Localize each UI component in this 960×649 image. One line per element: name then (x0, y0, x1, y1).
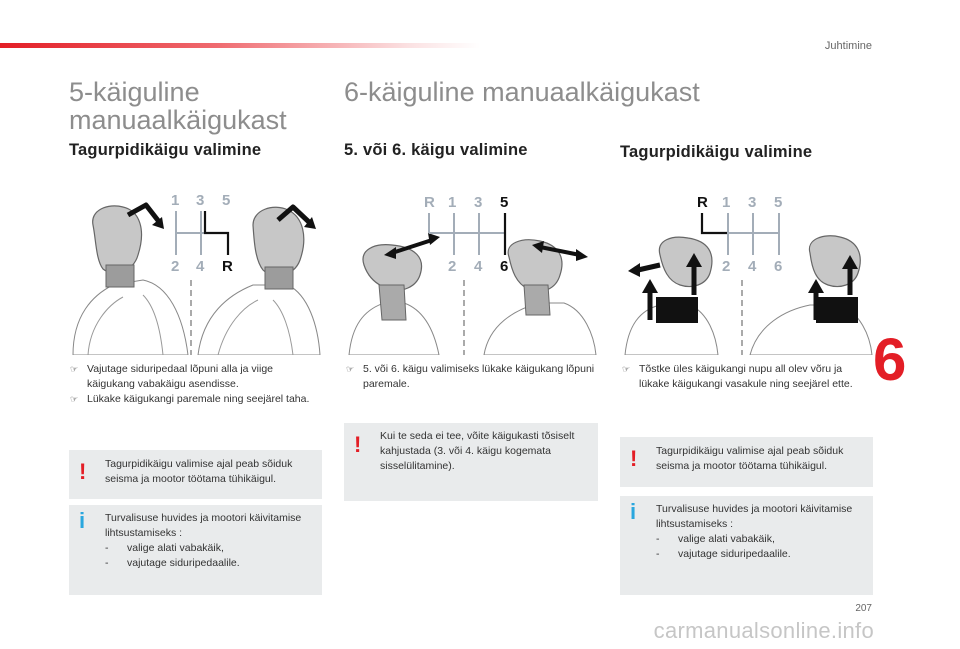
left-subtitle: Tagurpidikäigu valimine (69, 141, 262, 159)
gate-label: 5 (500, 194, 509, 211)
list-item: ☞ Lükake käigukangi paremale ning seejärel taha. (70, 393, 310, 405)
list-item: - valige alati vabakäik, (656, 533, 775, 545)
warning-text: Kui te seda ei tee, võite käigukasti tõsiselt kahjustada (3. või 4. käigu kogemata sisselülitamine). (380, 430, 575, 472)
col1-bullets (346, 362, 596, 392)
gate-label: 2 (448, 258, 457, 275)
gate-label: R (697, 194, 708, 211)
gate-label: 1 (722, 194, 731, 211)
gate-label: 3 (748, 194, 757, 211)
left-bullets (70, 362, 315, 407)
gate-label: 4 (748, 258, 757, 275)
right-section-title: 6-käiguline manuaalkäigukast (344, 77, 700, 107)
exclamation-icon: ! (79, 459, 87, 484)
page-number: 207 (855, 603, 872, 614)
left-section-title (69, 78, 287, 134)
gate-label: R (424, 194, 435, 211)
info-i-icon: i (630, 499, 637, 524)
exclamation-icon: ! (354, 432, 362, 457)
gate-label: 5 (222, 192, 231, 209)
col1-warning-box (344, 423, 598, 501)
gate-label-r: R (222, 258, 233, 275)
gate-label: 6 (774, 258, 783, 275)
exclamation-icon: ! (630, 446, 638, 471)
left-title-line2: manuaalkäigukast (69, 105, 287, 135)
left-title-line1: 5-käiguline (69, 77, 200, 107)
chapter-title: Juhtimine (824, 40, 872, 52)
gear-shift-illustration-6speed-reverse (620, 185, 875, 355)
col2-info-box (620, 496, 873, 595)
chapter-number: 6 (873, 326, 907, 393)
gate-label: 4 (196, 258, 205, 275)
warning-text: Tagurpidikäigu valimise ajal peab sõiduk seisma ja mootor töötama tühikäigul. (656, 445, 844, 472)
col2-subtitle: Tagurpidikäigu valimine (620, 143, 813, 161)
gate-label: 3 (196, 192, 205, 209)
pointing-hand-icon: ☞ (346, 364, 355, 374)
info-text (105, 511, 314, 571)
left-warning-box (69, 450, 322, 499)
gate-label: 6 (500, 258, 509, 275)
list-item: ☞ 5. või 6. käigu valimiseks lükake käigukang lõpuni paremale. (346, 363, 595, 390)
gear-shift-illustration-5speed (68, 185, 323, 355)
list-item: ☞ Tõstke üles käigukangi nupu all olev võru ja lükake käigukangi vasakule ning seejärel ette. (622, 363, 853, 390)
pointing-hand-icon: ☞ (70, 364, 79, 374)
info-i-icon: i (79, 508, 86, 533)
gate-label: 1 (448, 194, 457, 211)
list-item: - vajutage siduripedaalile. (105, 557, 240, 569)
gate-label: 2 (171, 258, 180, 275)
gate-label: 4 (474, 258, 483, 275)
info-intro: Turvalisuse huvides ja mootori käivitamise lihtsustamiseks : (656, 503, 853, 530)
watermark: carmanualsonline.info (653, 618, 874, 643)
gate-label: 2 (722, 258, 731, 275)
info-text (656, 502, 865, 562)
list-item: - valige alati vabakäik, (105, 542, 224, 554)
list-item: - vajutage siduripedaalile. (656, 548, 791, 560)
col1-subtitle: 5. või 6. käigu valimine (344, 141, 528, 159)
pointing-hand-icon: ☞ (622, 364, 631, 374)
gear-shift-illustration-6speed-5-6 (344, 185, 599, 355)
gate-label: 3 (474, 194, 483, 211)
pointing-hand-icon: ☞ (70, 394, 79, 404)
gate-label: 1 (171, 192, 180, 209)
col2-bullets (622, 362, 874, 392)
list-item: ☞ Vajutage siduripedaal lõpuni alla ja viige käigukang vabakäigu asendisse. (70, 363, 274, 390)
gate-label: 5 (774, 194, 783, 211)
info-intro: Turvalisuse huvides ja mootori käivitamise lihtsustamiseks : (105, 512, 302, 539)
header-accent-bar (0, 43, 480, 48)
warning-text: Tagurpidikäigu valimise ajal peab sõiduk seisma ja mootor töötama tühikäigul. (105, 458, 293, 485)
left-info-box (69, 505, 322, 595)
col2-warning-box (620, 437, 873, 487)
